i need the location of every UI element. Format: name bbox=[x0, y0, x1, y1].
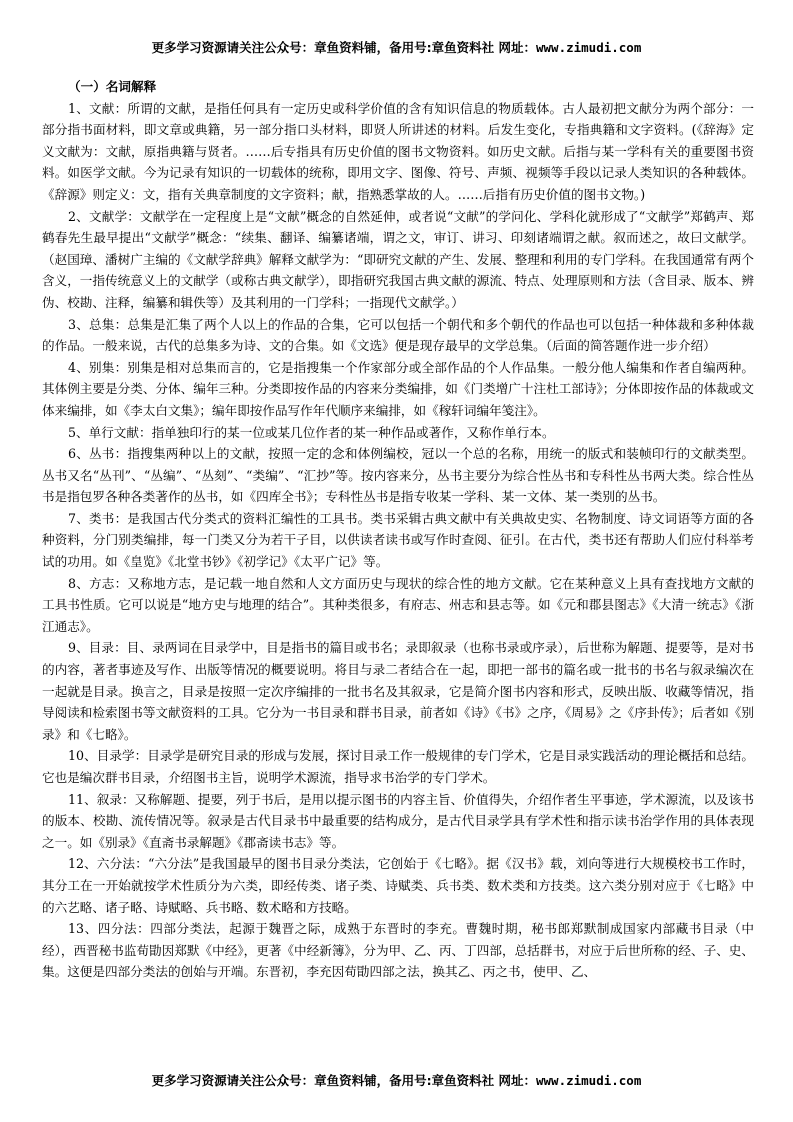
entry-muluxue: 10、目录学：目录学是研究目录的形成与发展，探讨目录工作一般规律的专门学术，它是目录实践活动的理论概括和总结。它也是编次群书目录，介绍图书主旨，说明学术源流，指导求书治学的专门学术。 bbox=[42, 748, 754, 785]
entry-danxing-wenxian: 5、单行文献：指单独印行的某一位或某几位作者的某一种作品或著作，又称作单行本。 bbox=[68, 424, 555, 440]
entry-xulu: 11、叙录：又称解题、提要，列于书后，是用以提示图书的内容主旨、价值得失，介绍作者生平事迹，学术源流，以及该书的版本、校勘、流传情况等。叙录是古代目录书中最重要的结构成分，是古代目录学具有学术性和指示读书治学作用的具体表现之一。如《别录》《直斋书录解题》《郡斋读书志》等。 bbox=[42, 791, 754, 850]
header-banner bbox=[0, 38, 793, 56]
entry-liufenfa: 12、六分法：“六分法”是我国最早的图书目录分类法，它创始于《七略》。据《汉书》载，刘向等进行大规模校书工作时，其分工在一开始就按学术性质分为六类，即经传类、诸子类、诗赋类、兵书类、数术类和方技类。这六类分别对应于《七略》中的六艺略、诸子略、诗赋略、兵书略、数术略和方技略。 bbox=[42, 856, 754, 915]
entry-fangzhi: 8、方志：又称地方志，是记载一地自然和人文方面历史与现状的综合性的地方文献。它在某种意义上具有查找地方文献的工具书性质。它可以说是“地方史与地理的结合”。其种类很多，有府志、州志和县志等。如《元和郡县图志》《大清一统志》《浙江通志》。 bbox=[42, 575, 754, 634]
footer-url[interactable]: www.zimudi.com bbox=[536, 1073, 642, 1088]
footer-banner bbox=[0, 1071, 793, 1089]
entry-sifenfa: 13、四分法：四部分类法，起源于魏晋之际，成熟于东晋时的李充。曹魏时期，秘书郎郑默制成国家内部藏书目录（中经），西晋秘书监荀勖因郑默《中经》，更著《中经新簿》，分为甲、乙、丙、丁四部，总括群书，对应于后世所称的经、子、史、集。这便是四部分类法的创始与开端。东晋初，李充因荀勖四部之法，换其乙、丙之书，使甲、乙、 bbox=[42, 921, 754, 980]
header-banner-text: 更多学习资源请关注公众号：章鱼资料铺，备用号:章鱼资料社 网址： bbox=[151, 40, 536, 55]
entry-wenxian: 1、文献：所谓的文献，是指任何具有一定历史或科学价值的含有知识信息的物质载体。古人最初把文献分为两个部分：一部分指书面材料，即文章或典籍，另一部分指口头材料，即贤人所讲述的材料。后发生变化，专指典籍和文字资料。(《辞海》定义文献为：文献，原指典籍与贤者。……后专指具有历史价值的图书文物资料。如历史文献。后指与某一学科有关的重要图书资料。如医学文献。今为记录有知识的一切载体的统称，即用文字、图像、符号、声频、视频等手段以记录人类知识的各种载体。《辞源》则定义：文，指有关典章制度的文字资料；献，指熟悉掌故的人。……后指有历史价值的图书文物。) bbox=[42, 100, 754, 202]
entry-bieji: 4、别集：别集是相对总集而言的，它是指搜集一个作家部分或全部作品的个人作品集。一般分他人编集和作者自编两种。其体例主要是分类、分体、编年三种。分类即按作品的内容来分类编排，如《门类增广十注杜工部诗》；分体即按作品的体裁或文体来编排，如《李太白文集》；编年即按作品写作年代顺序来编排，如《稼轩词编年笺注》。 bbox=[42, 359, 754, 418]
header-url[interactable]: www.zimudi.com bbox=[536, 40, 642, 55]
document-body bbox=[42, 76, 754, 983]
section-title: （一）名词解释 bbox=[68, 79, 157, 94]
entry-zongji: 3、总集：总集是汇集了两个人以上的作品的合集，它可以包括一个朝代和多个朝代的作品也可以包括一种体裁和多种体裁的作品。一般来说，古代的总集多为诗、文的合集。如《文选》便是现存最早的文学总集。（后面的简答题作进一步介绍） bbox=[42, 316, 754, 354]
footer-banner-text: 更多学习资源请关注公众号：章鱼资料铺，备用号:章鱼资料社 网址： bbox=[151, 1073, 536, 1088]
entry-leishu: 7、类书：是我国古代分类式的资料汇编性的工具书。类书采辑古典文献中有关典故史实、名物制度、诗文词语等方面的各种资料，分门别类编排，每一门类又分为若干子目，以供读者读书或写作时查阅、征引。在古代，类书还有帮助人们应付科举考试的功用。如《皇览》《北堂书钞》《初学记》《太平广记》等。 bbox=[42, 510, 754, 570]
entry-congshu: 6、丛书：指搜集两种以上的文献，按照一定的念和体例编校，冠以一个总的名称，用统一的版式和装帧印行的文献类型。丛书又名“丛刊”、“丛编”、“丛刻”、“类编”、“汇抄”等。按内容来分，丛书主要分为综合性丛书和专科性丛书两大类。综合性丛书是指包罗各种各类著作的丛书，如《四库全书》；专科性丛书是指专收某一学科、某一文体、某一类别的丛书。 bbox=[42, 446, 754, 505]
entry-mulu: 9、目录：目、录两词在目录学中，目是指书的篇目或书名；录即叙录（也称书录或序录），后世称为解题、提要等，是对书的内容，著者事迹及写作、出版等情况的概要说明。将目与录二者结合在一起，即把一部书的篇名或一批书的书名与叙录编次在一起就是目录。换言之，目录是按照一定次序编排的一批书名及其叙录，它是简介图书内容和形式，反映出版、收藏等情况，指导阅读和检索图书等文献资料的工具。它分为一书目录和群书目录，前者如《诗》《书》之序，《周易》之《序卦传》；后者如《别录》和《七略》。 bbox=[42, 640, 754, 742]
entry-wenxianxue: 2、文献学：文献学在一定程度上是“文献”概念的自然延伸，或者说“文献”的学问化、学科化就形成了“文献学”郑鹤声、郑鹤春先生最早提出“文献学”概念：“续集、翻译、编纂诸端，谓之文，审订、讲习、印刻诸端谓之献。叙而述之，故曰文献学。（赵国璋、潘树广主编的《文献学辞典》解释文献学为：“即研究文献的产生、发展、整理和利用的专门学科。在我国通常有两个含义，一指传统意义上的文献学（或称古典文献学），即指研究我国古典文献的源流、特点、处理原则和方法（含目录、版本、辨伪、校勘、注释，编纂和辑佚等）及其利用的一门学科；一指现代文献学。） bbox=[42, 208, 754, 310]
